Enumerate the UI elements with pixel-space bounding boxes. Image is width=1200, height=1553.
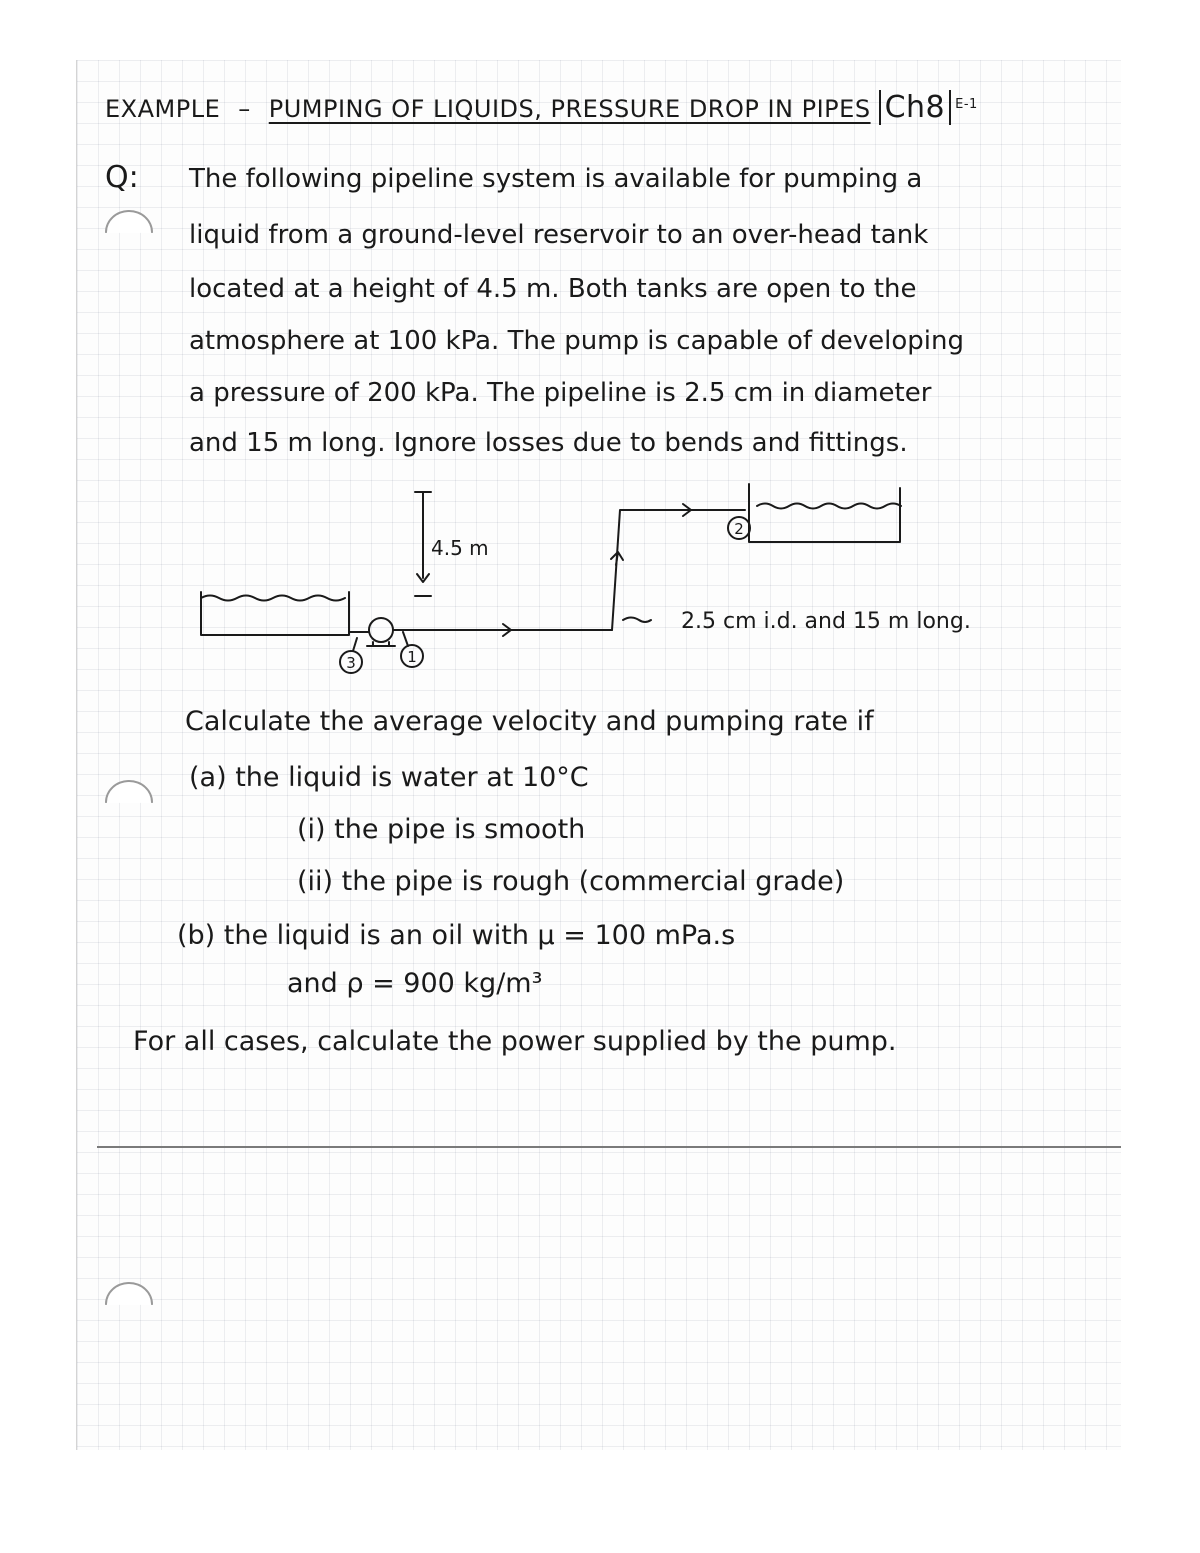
flow-arrow-riser [611, 552, 623, 565]
pipeline-diagram [77, 60, 1121, 760]
task-part-a-i: (i) the pipe is smooth [297, 814, 586, 845]
heading-label: EXAMPLE [105, 95, 221, 123]
flow-arrow-top [675, 504, 691, 516]
pump [369, 618, 393, 642]
binder-hole [105, 780, 153, 824]
point-2-label: 2 [734, 520, 744, 538]
point-3-leader [353, 638, 357, 651]
task-final: For all cases, calculate the power supplied by the pump. [133, 1026, 897, 1057]
question-marker: Q: [105, 160, 139, 195]
task-intro: Calculate the average velocity and pumping rate if [185, 706, 874, 737]
question-line-4: atmosphere at 100 kPa. The pump is capable of developing [189, 326, 965, 356]
flow-arrow-horizontal [495, 624, 511, 636]
question-line-3: located at a height of 4.5 m. Both tanks are open to the [189, 274, 917, 304]
page-mark: E-1 [955, 97, 978, 112]
question-line-6: and 15 m long. Ignore losses due to bends and fittings. [189, 428, 908, 458]
notebook-page [76, 60, 1121, 1450]
point-1-label: 1 [407, 648, 417, 666]
task-part-a: (a) the liquid is water at 10°C [189, 762, 589, 793]
tank-liquid-surface [757, 504, 901, 509]
heading-dash: – [238, 95, 251, 123]
reservoir-liquid-surface [201, 596, 345, 601]
binder-hole [105, 1282, 153, 1326]
height-label: 4.5 m [431, 536, 489, 560]
task-part-b: (b) the liquid is an oil with μ = 100 mPa.s [177, 920, 736, 951]
overhead-tank [749, 484, 900, 542]
divider-line [97, 1146, 1121, 1148]
point-1-leader [403, 632, 408, 646]
task-part-a-ii: (ii) the pipe is rough (commercial grade) [297, 866, 845, 897]
point-3-label: 3 [346, 654, 356, 672]
question-line-2: liquid from a ground-level reservoir to an over-head tank [189, 220, 929, 250]
task-part-b-cont: and ρ = 900 kg/m³ [287, 968, 543, 999]
height-dimension [415, 492, 431, 596]
question-line-5: a pressure of 200 kPa. The pipeline is 2.5 cm in diameter [189, 378, 932, 408]
heading-title: PUMPING OF LIQUIDS, PRESSURE DROP IN PIPES [268, 95, 871, 123]
chapter-tag: Ch8 [879, 90, 952, 125]
pipe-label-leader [623, 618, 651, 623]
pipe-label: 2.5 cm i.d. and 15 m long. [681, 609, 971, 634]
question-line-1: The following pipeline system is available for pumping a [189, 164, 923, 194]
